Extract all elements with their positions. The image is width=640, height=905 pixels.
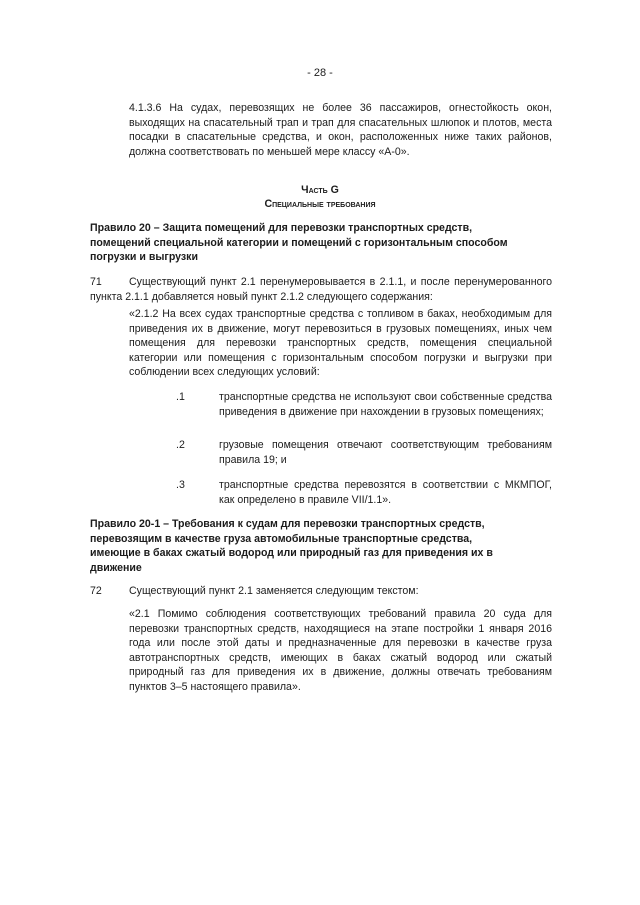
condition-1-text: транспортные средства не используют свои собственные средства приведения в движение при нахождении в грузовых помещениях; <box>219 391 552 418</box>
condition-2-number: .2 <box>176 439 185 451</box>
part-title: Часть G <box>301 184 339 196</box>
paragraph-2-1: «2.1 Помимо соблюдения соответствующих требований правила 20 суда для перевозки транспортных средств, находящиеся на этапе постройки 1 января 2016 года или после этой даты и предназначенные для перевозки в качестве груза автотранспортных средств, имеющих в баках сжатый водород или сжатый природный газ для приведения их в движение, должны отвечать требованиям пунктов 3–5 настоящего правила». <box>129 608 552 693</box>
condition-2-text: грузовые помещения отвечают соответствующим требованиям правила 19; и <box>219 439 552 466</box>
rule-20-heading: Правило 20 – Защита помещений для перевозки транспортных средств, помещений специальной категории и помещений с горизонтальным способом погрузки и выгрузки <box>90 222 508 264</box>
part-subtitle: Специальные требования <box>264 198 376 210</box>
condition-3-number: .3 <box>176 479 185 491</box>
paragraph-4-1-3-6: 4.1.3.6 На судах, перевозящих не более 36 пассажиров, огнестойкость окон, выходящих на спасательный трап и трап для спасательных шлюпок и плотов, места посадки в спасательные средства, и окон, расположенных ниже таких районов, должна соответствовать по меньшей мере классу «А-0». <box>129 102 552 158</box>
condition-1-number: .1 <box>176 391 185 403</box>
paragraph-2-1-2: «2.1.2 На всех судах транспортные средства с топливом в баках, необходимым для приведения их в движение, могут перевозиться в грузовых помещениях, иных чем помещения для перевозки транспортных средств, помещения специальной категории или помещения с горизонтальным способом погрузки и выгрузки при соблюдении всех следующих условий: <box>129 308 552 379</box>
rule-20-1-heading: Правило 20-1 – Требования к судам для перевозки транспортных средств, перевозящим в качестве груза автомобильные транспортные средства, имеющие в баках сжатый водород или природный газ для приведения их в движение <box>90 518 493 574</box>
item-72-number: 72 <box>90 585 102 597</box>
item-72-text: Существующий пункт 2.1 заменяется следующим текстом: <box>129 585 419 597</box>
item-71-text: Существующий пункт 2.1 перенумеровывается в 2.1.1, и после перенумерованного пункта 2.1.1 добавляется новый пункт 2.1.2 следующего содержания: <box>90 276 552 303</box>
page-number: - 28 - <box>307 67 333 79</box>
item-71-number: 71 <box>90 276 102 288</box>
condition-3-text: транспортные средства перевозятся в соответствии с МКМПОГ, как определено в правиле VII/1.1». <box>219 479 552 506</box>
